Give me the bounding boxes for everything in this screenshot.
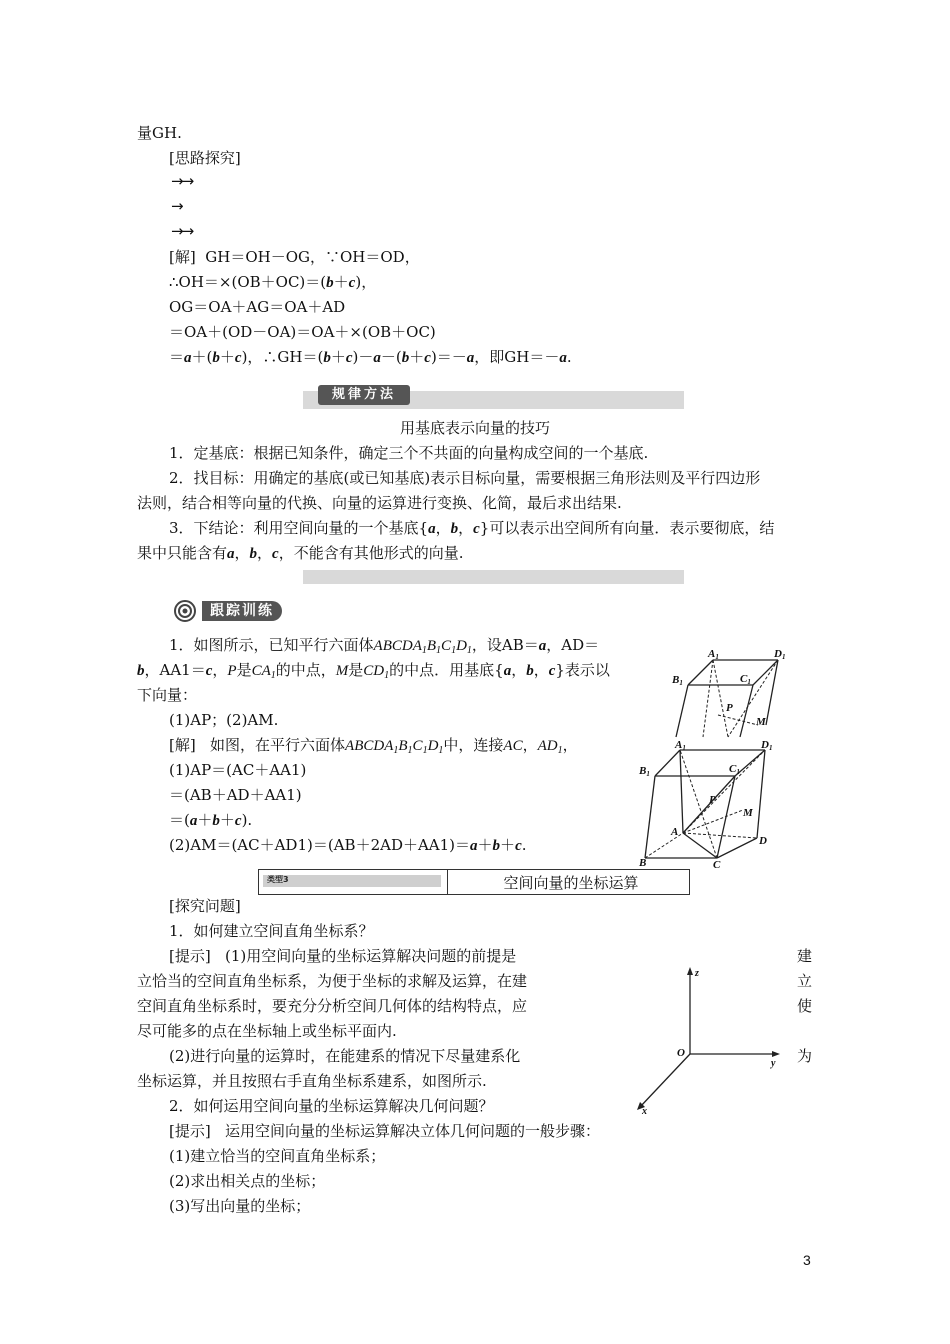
explore-label: [思路探究]	[169, 149, 241, 167]
label-m: M	[743, 807, 753, 819]
label-b: B	[639, 857, 647, 868]
hint-line-3: 空间直角坐标系时，要充分分析空间几何体的结构特点，应	[137, 997, 528, 1015]
step-3: (3)写出向量的坐标；	[169, 1197, 311, 1215]
answer-line-2: (1)AP＝(AC＋AA1)	[169, 761, 307, 779]
type3-box	[258, 869, 690, 895]
q-line-1: 1．如何建立空间直角坐标系？	[169, 922, 374, 940]
question-line-4: (1)AP；(2)AM.	[169, 711, 279, 729]
method-p2: 2．找目标：用确定的基底(或已知基底)表示目标向量，需要根据三角形法则及平行四边形	[169, 469, 761, 487]
vector-arrows: →	[171, 197, 182, 215]
label-m: M	[756, 716, 766, 728]
label-b1: B1	[672, 674, 683, 687]
question-line-2: b，AA1＝c，P是$CA_1$的中点，M是$CD_1$的中点．用基底{a，b，c}表示以	[137, 661, 610, 681]
training-header	[172, 600, 294, 622]
hint-line-6: 坐标运算，并且按照右手直角坐标系建系，如图所示.	[137, 1072, 487, 1090]
method-p3-cont: 果中只能含有a，b，c，不能含有其他形式的向量.	[137, 544, 464, 562]
method-banner-tag: 规律方法	[318, 385, 410, 405]
label-c: C	[713, 859, 721, 868]
solution-line-3: OG＝OA＋AG＝OA＋AD	[169, 298, 346, 316]
origin-label: O	[677, 1047, 685, 1059]
label-p: P	[726, 702, 733, 714]
hint-line-3-end: 使	[797, 997, 813, 1015]
solution-line-4: ＝OA＋(OD－OA)＝OA＋×(OB＋OC)	[169, 323, 436, 341]
label-d1: D1	[761, 739, 773, 752]
solution-line-5: ＝a＋(b＋c)，∴GH＝(b＋c)－a－(b＋c)＝－a，即GH＝－a.	[169, 348, 572, 366]
step-1: (1)建立恰当的空间直角坐标系；	[169, 1147, 386, 1165]
answer-line-3: ＝(AB＋AD＋AA1)	[169, 786, 302, 804]
vector-arrows: →→	[171, 172, 193, 190]
method-p1: 1．定基底：根据已知条件，确定三个不共面的向量构成空间的一个基底.	[169, 444, 649, 462]
hint-line-5-end: 为	[797, 1047, 813, 1065]
q-line-2: 2．如何运用空间向量的坐标运算解决几何问题？	[169, 1097, 494, 1115]
answer-line-1: [解] 如图，在平行六面体$ABCDA_1B_1C_1D_1$中，连接AC，$AD_1$，	[169, 736, 578, 756]
axis-y-label: y	[771, 1058, 776, 1069]
explore-questions: [探究问题]	[169, 897, 241, 915]
label-a1: A1	[708, 648, 719, 661]
hint-line-2-end: 立	[797, 972, 813, 990]
answer-line-5: (2)AM＝(AC＋AD1)＝(AB＋2AD＋AA1)＝a＋b＋c.	[169, 836, 527, 854]
hint-line-1: [提示] (1)用空间向量的坐标运算解决问题的前提是	[169, 947, 517, 965]
hint-line-2: 立恰当的空间直角坐标系，为便于坐标的求解及运算，在建	[137, 972, 528, 990]
type3-tag-cell	[259, 870, 448, 894]
coordinate-axes-figure	[625, 962, 785, 1122]
hint-line-4: 尽可能多的点在坐标轴上或坐标平面内.	[137, 1022, 397, 1040]
axis-z-label: z	[695, 968, 699, 979]
hint2-line: [提示] 运用空间向量的坐标运算解决立体几何问题的一般步骤：	[169, 1122, 601, 1140]
label-d1: D1	[774, 648, 786, 661]
method-end-bar	[303, 570, 684, 584]
label-d: D	[759, 835, 767, 847]
label-a1: A1	[675, 739, 686, 752]
type3-tag: 类型3	[267, 875, 289, 884]
parallelepiped-figure-1	[668, 645, 788, 740]
type3-tag-bar	[263, 875, 441, 887]
training-title: 跟踪训练	[202, 601, 282, 621]
vector-arrows: →→	[171, 222, 193, 240]
hint-line-5: (2)进行向量的运算时，在能建系的情况下尽量建系化	[169, 1047, 521, 1065]
method-p3: 3．下结论：利用空间向量的一个基底{a，b，c}可以表示出空间所有向量．表示要彻底，结	[169, 519, 775, 537]
solution-line-2: ∴OH＝×(OB＋OC)＝(b＋c)，	[169, 273, 377, 291]
type3-title: 空间向量的坐标运算	[503, 874, 639, 892]
step-2: (2)求出相关点的坐标；	[169, 1172, 326, 1190]
text-line: 量GH.	[137, 124, 182, 142]
label-p: P	[709, 794, 716, 806]
parallelepiped-figure-2	[635, 738, 795, 868]
label-c1: C1	[740, 673, 751, 686]
method-p2-cont: 法则，结合相等向量的代换、向量的运算进行变换、化简，最后求出结果.	[137, 494, 622, 512]
target-icon	[172, 600, 202, 622]
hint-line-1-end: 建	[797, 947, 813, 965]
answer-line-4: ＝(a＋b＋c).	[169, 811, 253, 829]
page-number: 3	[803, 1252, 811, 1268]
question-line-1: 1．如图所示，已知平行六面体$ABCDA_1B_1C_1D_1$，设AB＝a，AD＝	[169, 636, 600, 656]
label-c1: C1	[729, 763, 740, 776]
solution-label: [解]	[169, 248, 196, 266]
label-a: A	[671, 826, 679, 838]
solution-line-1: [解] GH＝OH－OG，∵OH＝OD，	[169, 248, 420, 266]
axis-x-label: x	[642, 1106, 647, 1117]
method-title: 用基底表示向量的技巧	[399, 419, 550, 437]
label-b1: B1	[639, 765, 650, 778]
question-line-3: 下向量：	[137, 686, 198, 704]
